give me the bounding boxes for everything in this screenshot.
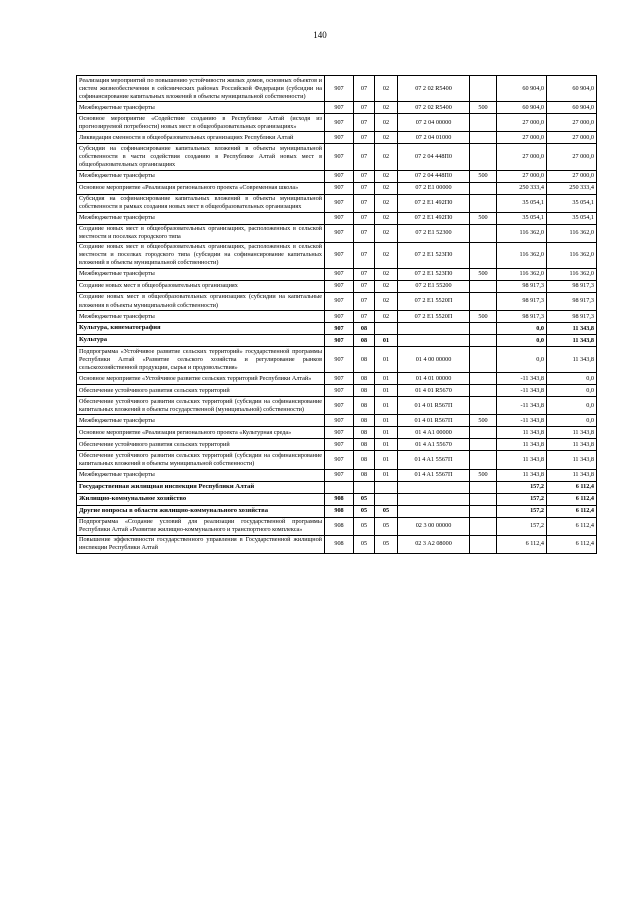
cell-sum2: 60 904,0 <box>547 76 597 102</box>
cell-name: Подпрограмма «Создание условий для реализации государственной программы Республики Алтай «Развитие жилищно-коммунального и транспортного комплекса» <box>77 517 325 535</box>
cell-vr <box>470 451 497 469</box>
cell-csr <box>398 481 470 493</box>
cell-vr: 500 <box>470 469 497 481</box>
cell-vr: 500 <box>470 415 497 427</box>
cell-sum2: 98 917,3 <box>547 280 597 292</box>
cell-csr: 07 2 E1 523П0 <box>398 268 470 280</box>
cell-name: Межбюджетные трансферты <box>77 469 325 481</box>
cell-sum1: 157,2 <box>497 517 547 535</box>
cell-sum2: 11 343,8 <box>547 335 597 347</box>
cell-ved: 907 <box>325 144 354 170</box>
cell-ved: 907 <box>325 114 354 132</box>
cell-rz: 07 <box>354 292 375 310</box>
table-row <box>77 427 597 439</box>
cell-pr: 05 <box>375 535 398 553</box>
cell-sum1: 98 917,3 <box>497 311 547 323</box>
table-row <box>77 268 597 280</box>
cell-csr: 01 4 01 R567П <box>398 415 470 427</box>
cell-rz: 08 <box>354 335 375 347</box>
cell-csr: 07 2 E1 55200 <box>398 280 470 292</box>
cell-pr: 01 <box>375 469 398 481</box>
cell-csr: 01 4 01 R567П <box>398 397 470 415</box>
cell-sum1: 0,0 <box>497 323 547 335</box>
cell-ved: 907 <box>325 242 354 268</box>
cell-ved: 907 <box>325 182 354 194</box>
cell-rz: 07 <box>354 76 375 102</box>
cell-pr: 01 <box>375 451 398 469</box>
cell-csr: 07 2 E1 492П0 <box>398 194 470 212</box>
cell-name: Ликвидация сменности в общеобразовательных организациях Республики Алтай <box>77 132 325 144</box>
cell-pr: 02 <box>375 114 398 132</box>
table-row <box>77 451 597 469</box>
cell-csr: 01 4 A1 5567П <box>398 451 470 469</box>
cell-sum2: 0,0 <box>547 373 597 385</box>
cell-csr: 07 2 E1 492П0 <box>398 212 470 224</box>
cell-rz: 08 <box>354 469 375 481</box>
cell-vr <box>470 182 497 194</box>
cell-csr <box>398 505 470 517</box>
cell-rz: 07 <box>354 280 375 292</box>
cell-ved: 907 <box>325 311 354 323</box>
cell-rz <box>354 481 375 493</box>
cell-ved: 907 <box>325 439 354 451</box>
cell-sum1: 157,2 <box>497 493 547 505</box>
cell-sum2: 6 112,4 <box>547 505 597 517</box>
cell-name: Межбюджетные трансферты <box>77 268 325 280</box>
table-row <box>77 280 597 292</box>
cell-sum1: -11 343,8 <box>497 415 547 427</box>
cell-sum2: 35 054,1 <box>547 212 597 224</box>
cell-sum1: 11 343,8 <box>497 439 547 451</box>
table-row <box>77 170 597 182</box>
cell-vr <box>470 132 497 144</box>
cell-pr: 01 <box>375 439 398 451</box>
cell-sum2: 27 000,0 <box>547 170 597 182</box>
cell-ved: 907 <box>325 335 354 347</box>
cell-pr: 02 <box>375 212 398 224</box>
cell-rz: 08 <box>354 373 375 385</box>
cell-name: Межбюджетные трансферты <box>77 170 325 182</box>
cell-ved: 908 <box>325 493 354 505</box>
cell-csr: 07 2 E1 52300 <box>398 224 470 242</box>
cell-name: Обеспечение устойчивого развития сельских территорий <box>77 385 325 397</box>
cell-name: Создание новых мест в общеобразовательных организациях (субсидии на капитальные вложения в объекты муниципальной собственности) <box>77 292 325 310</box>
cell-sum2: 116 362,0 <box>547 268 597 280</box>
cell-pr: 01 <box>375 373 398 385</box>
table-row <box>77 469 597 481</box>
table-row <box>77 323 597 335</box>
cell-sum2: 250 333,4 <box>547 182 597 194</box>
cell-sum1: 0,0 <box>497 347 547 373</box>
table-row <box>77 144 597 170</box>
cell-sum2: 27 000,0 <box>547 114 597 132</box>
cell-vr: 500 <box>470 170 497 182</box>
cell-pr: 01 <box>375 427 398 439</box>
cell-sum2: 116 362,0 <box>547 224 597 242</box>
cell-rz: 08 <box>354 439 375 451</box>
cell-ved: 907 <box>325 427 354 439</box>
table-row <box>77 212 597 224</box>
cell-ved: 907 <box>325 170 354 182</box>
cell-pr <box>375 481 398 493</box>
table-row <box>77 242 597 268</box>
cell-vr <box>470 323 497 335</box>
cell-csr: 07 2 04 448П0 <box>398 144 470 170</box>
cell-sum2: 11 343,8 <box>547 347 597 373</box>
cell-sum2: 6 112,4 <box>547 535 597 553</box>
cell-csr: 07 2 02 R5400 <box>398 102 470 114</box>
cell-name: Культура, кинематография <box>77 323 325 335</box>
cell-rz: 05 <box>354 535 375 553</box>
cell-name: Создание новых мест в общеобразовательных организациях <box>77 280 325 292</box>
cell-pr: 05 <box>375 517 398 535</box>
cell-sum1: 157,2 <box>497 505 547 517</box>
cell-name: Государственная жилищная инспекция Республики Алтай <box>77 481 325 493</box>
cell-vr <box>470 224 497 242</box>
cell-csr: 07 2 E1 5520П <box>398 311 470 323</box>
budget-table <box>76 75 597 554</box>
table-row <box>77 311 597 323</box>
cell-rz: 07 <box>354 182 375 194</box>
cell-pr: 01 <box>375 335 398 347</box>
cell-pr: 02 <box>375 242 398 268</box>
cell-sum2: 11 343,8 <box>547 427 597 439</box>
table-row <box>77 493 597 505</box>
cell-pr: 02 <box>375 194 398 212</box>
cell-sum1: 11 343,8 <box>497 451 547 469</box>
table-row <box>77 114 597 132</box>
cell-rz: 07 <box>354 268 375 280</box>
table-row <box>77 439 597 451</box>
cell-rz: 08 <box>354 427 375 439</box>
page-number: 140 <box>313 30 327 40</box>
cell-sum2: 98 917,3 <box>547 311 597 323</box>
cell-sum1: 157,2 <box>497 481 547 493</box>
cell-vr <box>470 517 497 535</box>
cell-ved <box>325 481 354 493</box>
cell-name: Основное мероприятие «Реализация регионального проекта «Современная школа» <box>77 182 325 194</box>
cell-csr: 02 3 A2 08000 <box>398 535 470 553</box>
cell-ved: 908 <box>325 517 354 535</box>
cell-vr <box>470 481 497 493</box>
cell-vr <box>470 397 497 415</box>
cell-rz: 07 <box>354 224 375 242</box>
table-row <box>77 517 597 535</box>
cell-ved: 907 <box>325 451 354 469</box>
cell-sum1: 6 112,4 <box>497 535 547 553</box>
cell-rz: 07 <box>354 132 375 144</box>
cell-name: Создание новых мест в общеобразовательных организациях, расположенных в сельской местности и поселках городского типа <box>77 224 325 242</box>
cell-name: Основное мероприятие «Реализация регионального проекта «Культурная среда» <box>77 427 325 439</box>
cell-sum1: -11 343,8 <box>497 373 547 385</box>
cell-rz: 07 <box>354 311 375 323</box>
cell-sum2: 0,0 <box>547 385 597 397</box>
cell-name: Межбюджетные трансферты <box>77 311 325 323</box>
cell-pr: 01 <box>375 347 398 373</box>
cell-vr <box>470 385 497 397</box>
cell-vr: 500 <box>470 311 497 323</box>
cell-csr: 07 2 E1 5520П <box>398 292 470 310</box>
cell-name: Реализация мероприятий по повышению устойчивости жилых домов, основных объектов и систем жизнеобеспечения в сейсмических районах Российской Федерации (субсидии на софинансирование капитальных вложений в объекты муниципальной собственности) <box>77 76 325 102</box>
cell-rz: 08 <box>354 385 375 397</box>
cell-sum2: 11 343,8 <box>547 439 597 451</box>
cell-pr: 02 <box>375 268 398 280</box>
cell-sum1: 27 000,0 <box>497 114 547 132</box>
table-row <box>77 132 597 144</box>
cell-name: Межбюджетные трансферты <box>77 102 325 114</box>
cell-name: Обеспечение устойчивого развития сельских территорий (субсидии на софинансирование капитальных вложений в объекты муниципальной собственности) <box>77 451 325 469</box>
cell-sum1: 35 054,1 <box>497 212 547 224</box>
cell-pr <box>375 493 398 505</box>
table-row <box>77 397 597 415</box>
cell-name: Субсидии на софинансирование капитальных вложений в объекты муниципальной собственности в части содействия созданию в Республике Алтай новых мест в общеобразовательных организациях <box>77 144 325 170</box>
cell-ved: 907 <box>325 280 354 292</box>
cell-vr <box>470 535 497 553</box>
cell-sum2: 35 054,1 <box>547 194 597 212</box>
cell-csr: 07 2 04 00000 <box>398 114 470 132</box>
cell-rz: 05 <box>354 505 375 517</box>
cell-pr: 05 <box>375 505 398 517</box>
table-row <box>77 385 597 397</box>
cell-pr: 01 <box>375 397 398 415</box>
cell-pr: 02 <box>375 144 398 170</box>
cell-vr <box>470 242 497 268</box>
cell-pr: 02 <box>375 311 398 323</box>
table-row <box>77 194 597 212</box>
cell-rz: 07 <box>354 212 375 224</box>
cell-csr <box>398 323 470 335</box>
cell-rz: 08 <box>354 451 375 469</box>
cell-csr: 02 3 00 00000 <box>398 517 470 535</box>
cell-sum2: 11 343,8 <box>547 323 597 335</box>
cell-ved: 907 <box>325 373 354 385</box>
cell-pr: 02 <box>375 280 398 292</box>
cell-vr <box>470 280 497 292</box>
cell-sum1: 0,0 <box>497 335 547 347</box>
cell-vr <box>470 439 497 451</box>
cell-sum1: 27 000,0 <box>497 132 547 144</box>
cell-csr: 01 4 A1 00000 <box>398 427 470 439</box>
cell-sum1: 27 000,0 <box>497 144 547 170</box>
cell-rz: 08 <box>354 323 375 335</box>
cell-vr <box>470 505 497 517</box>
cell-ved: 907 <box>325 194 354 212</box>
cell-pr: 01 <box>375 385 398 397</box>
cell-sum1: 98 917,3 <box>497 292 547 310</box>
cell-csr: 01 4 01 00000 <box>398 373 470 385</box>
cell-pr <box>375 323 398 335</box>
cell-name: Основное мероприятие «Устойчивое развитие сельских территорий Республики Алтай» <box>77 373 325 385</box>
cell-sum1: 60 904,0 <box>497 102 547 114</box>
cell-sum1: 11 343,8 <box>497 469 547 481</box>
cell-vr <box>470 292 497 310</box>
cell-sum2: 6 112,4 <box>547 481 597 493</box>
cell-csr: 01 4 A1 55670 <box>398 439 470 451</box>
cell-vr <box>470 427 497 439</box>
table-row <box>77 505 597 517</box>
cell-csr <box>398 493 470 505</box>
table-row <box>77 224 597 242</box>
cell-sum2: 11 343,8 <box>547 469 597 481</box>
table-row <box>77 76 597 102</box>
cell-sum1: 27 000,0 <box>497 170 547 182</box>
cell-csr: 01 4 00 00000 <box>398 347 470 373</box>
cell-csr: 07 2 E1 523П0 <box>398 242 470 268</box>
table-row <box>77 373 597 385</box>
cell-rz: 07 <box>354 194 375 212</box>
cell-vr <box>470 194 497 212</box>
cell-sum2: 0,0 <box>547 415 597 427</box>
cell-rz: 07 <box>354 114 375 132</box>
cell-vr <box>470 493 497 505</box>
cell-sum2: 27 000,0 <box>547 144 597 170</box>
cell-rz: 05 <box>354 493 375 505</box>
cell-vr: 500 <box>470 268 497 280</box>
table-row <box>77 335 597 347</box>
cell-sum1: 116 362,0 <box>497 268 547 280</box>
cell-rz: 07 <box>354 144 375 170</box>
cell-pr: 02 <box>375 76 398 102</box>
cell-rz: 08 <box>354 415 375 427</box>
cell-name: Культура <box>77 335 325 347</box>
cell-sum1: 98 917,3 <box>497 280 547 292</box>
cell-vr <box>470 76 497 102</box>
cell-pr: 02 <box>375 224 398 242</box>
table-row <box>77 102 597 114</box>
cell-csr: 07 2 02 R5400 <box>398 76 470 102</box>
table-row <box>77 535 597 553</box>
cell-sum2: 27 000,0 <box>547 132 597 144</box>
cell-sum1: 60 904,0 <box>497 76 547 102</box>
cell-rz: 08 <box>354 397 375 415</box>
cell-rz: 05 <box>354 517 375 535</box>
cell-ved: 907 <box>325 76 354 102</box>
cell-name: Основное мероприятие «Содействие созданию в Республике Алтай (исходя из прогнозируемой потребности) новых мест в общеобразовательных организациях» <box>77 114 325 132</box>
cell-rz: 07 <box>354 242 375 268</box>
cell-vr <box>470 347 497 373</box>
table-row <box>77 415 597 427</box>
cell-sum1: -11 343,8 <box>497 397 547 415</box>
cell-rz: 07 <box>354 102 375 114</box>
cell-name: Жилищно-коммунальное хозяйство <box>77 493 325 505</box>
cell-csr: 01 4 01 R5670 <box>398 385 470 397</box>
cell-ved: 908 <box>325 505 354 517</box>
cell-vr <box>470 335 497 347</box>
cell-name: Обеспечение устойчивого развития сельских территорий (субсидии на софинансирование капитальных вложений в объекты государственной (муниципальной) собственности) <box>77 397 325 415</box>
cell-sum2: 0,0 <box>547 397 597 415</box>
cell-sum2: 6 112,4 <box>547 493 597 505</box>
cell-sum2: 98 917,3 <box>547 292 597 310</box>
cell-ved: 907 <box>325 132 354 144</box>
cell-sum1: 11 343,8 <box>497 427 547 439</box>
cell-sum1: 35 054,1 <box>497 194 547 212</box>
cell-sum1: 116 362,0 <box>497 224 547 242</box>
cell-ved: 907 <box>325 102 354 114</box>
cell-vr: 500 <box>470 212 497 224</box>
table-row <box>77 292 597 310</box>
cell-csr: 01 4 A1 5567П <box>398 469 470 481</box>
table-row <box>77 481 597 493</box>
cell-ved: 907 <box>325 397 354 415</box>
cell-ved: 907 <box>325 292 354 310</box>
cell-csr: 07 2 E1 00000 <box>398 182 470 194</box>
cell-name: Межбюджетные трансферты <box>77 212 325 224</box>
cell-ved: 907 <box>325 268 354 280</box>
cell-ved: 907 <box>325 415 354 427</box>
cell-sum1: -11 343,8 <box>497 385 547 397</box>
cell-name: Другие вопросы в области жилищно-коммунального хозяйства <box>77 505 325 517</box>
cell-name: Обеспечение устойчивого развития сельских территорий <box>77 439 325 451</box>
cell-sum1: 116 362,0 <box>497 242 547 268</box>
cell-pr: 02 <box>375 182 398 194</box>
table-row <box>77 347 597 373</box>
cell-ved: 908 <box>325 535 354 553</box>
table-row <box>77 182 597 194</box>
cell-vr: 500 <box>470 102 497 114</box>
cell-ved: 907 <box>325 347 354 373</box>
cell-csr: 07 2 04 448П0 <box>398 170 470 182</box>
cell-name: Межбюджетные трансферты <box>77 415 325 427</box>
cell-name: Субсидия на софинансирование капитальных вложений в объекты муниципальной собственности в рамках создания новых мест в общеобразовательных организациях <box>77 194 325 212</box>
cell-ved: 907 <box>325 385 354 397</box>
cell-sum1: 250 333,4 <box>497 182 547 194</box>
cell-vr <box>470 114 497 132</box>
cell-sum2: 60 904,0 <box>547 102 597 114</box>
cell-pr: 02 <box>375 132 398 144</box>
cell-ved: 907 <box>325 323 354 335</box>
cell-sum2: 11 343,8 <box>547 451 597 469</box>
cell-pr: 02 <box>375 170 398 182</box>
cell-ved: 907 <box>325 212 354 224</box>
cell-csr <box>398 335 470 347</box>
cell-pr: 02 <box>375 102 398 114</box>
cell-sum2: 6 112,4 <box>547 517 597 535</box>
cell-rz: 08 <box>354 347 375 373</box>
cell-rz: 07 <box>354 170 375 182</box>
cell-vr <box>470 144 497 170</box>
cell-ved: 907 <box>325 224 354 242</box>
cell-pr: 01 <box>375 415 398 427</box>
cell-ved: 907 <box>325 469 354 481</box>
cell-name: Создание новых мест в общеобразовательных организациях, расположенных в сельской местности и поселках городского типа (субсидии на софинансирование капитальных вложений в объекты муниципальной собственности) <box>77 242 325 268</box>
cell-sum2: 116 362,0 <box>547 242 597 268</box>
cell-vr <box>470 373 497 385</box>
cell-pr: 02 <box>375 292 398 310</box>
cell-name: Подпрограмма «Устойчивое развитие сельских территорий» государственной программы Республики Алтай «Развитие сельского хозяйства и регулирование рынков сельскохозяйственной продукции, сырья и продовольствия» <box>77 347 325 373</box>
cell-name: Повышение эффективности государственного управления в Государственной жилищной инспекции Республики Алтай <box>77 535 325 553</box>
cell-csr: 07 2 04 01000 <box>398 132 470 144</box>
